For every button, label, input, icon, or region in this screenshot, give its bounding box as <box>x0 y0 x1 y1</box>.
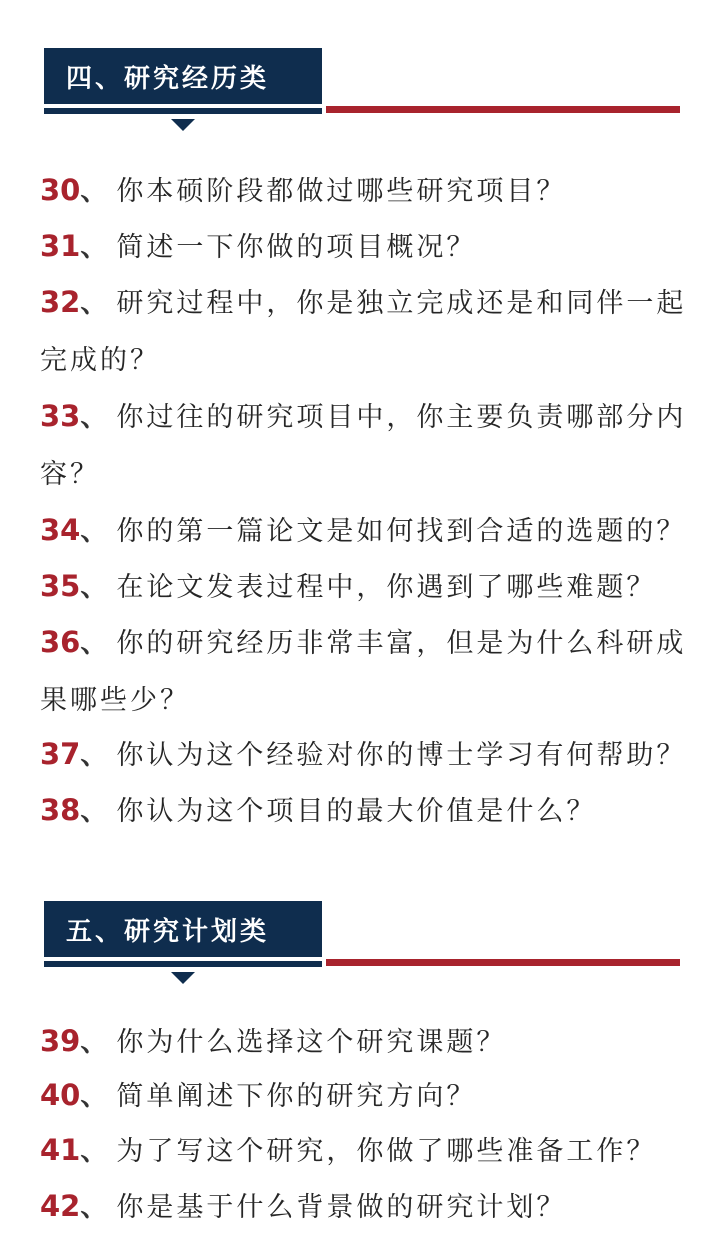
question-item <box>40 218 688 276</box>
question-number: 34 <box>40 513 81 547</box>
question-number: 36 <box>40 625 81 659</box>
question-number: 38 <box>40 793 81 827</box>
question-text: 简述一下你做的项目概况？ <box>116 232 477 263</box>
question-text: 你是基于什么背景做的研究计划？ <box>116 1192 567 1223</box>
question-item <box>40 1178 688 1234</box>
question-number: 40 <box>40 1078 81 1112</box>
red-divider-line <box>326 106 680 113</box>
question-item <box>40 274 688 389</box>
title-underline <box>44 108 322 114</box>
question-item <box>40 1013 688 1071</box>
question-item <box>40 388 688 503</box>
title-underline <box>44 961 322 967</box>
question-text: 你过往的研究项目中，你主要负责哪部分内容？ <box>40 402 687 490</box>
question-number: 35 <box>40 569 81 603</box>
question-number: 41 <box>40 1133 81 1167</box>
question-text: 你认为这个经验对你的博士学习有何帮助？ <box>116 740 687 771</box>
question-text: 你为什么选择这个研究课题？ <box>116 1027 507 1058</box>
question-separator: 、 <box>80 1027 111 1058</box>
question-item <box>40 1067 688 1125</box>
red-divider-line <box>326 959 680 966</box>
question-separator: 、 <box>80 176 111 207</box>
section-title: 四、研究经历类 <box>44 48 322 104</box>
question-separator: 、 <box>80 1192 111 1223</box>
question-text: 你的第一篇论文是如何找到合适的选题的？ <box>116 516 687 547</box>
question-number: 32 <box>40 285 81 319</box>
question-number: 31 <box>40 229 81 263</box>
question-text: 你认为这个项目的最大价值是什么？ <box>116 796 597 827</box>
question-text: 你本硕阶段都做过哪些研究项目？ <box>116 176 567 207</box>
question-text: 研究过程中，你是独立完成还是和同伴一起完成的？ <box>40 288 687 376</box>
question-item <box>40 726 688 784</box>
question-text: 在论文发表过程中，你遇到了哪些难题？ <box>116 572 657 603</box>
section-header <box>0 853 720 993</box>
question-separator: 、 <box>80 516 111 547</box>
question-separator: 、 <box>80 572 111 603</box>
question-item <box>40 162 688 220</box>
question-text: 简单阐述下你的研究方向？ <box>116 1081 477 1112</box>
question-separator: 、 <box>80 796 111 827</box>
question-separator: 、 <box>80 288 111 319</box>
question-text: 你的研究经历非常丰富，但是为什么科研成果哪些少？ <box>40 628 687 716</box>
question-number: 39 <box>40 1024 81 1058</box>
triangle-pointer-icon <box>171 972 195 984</box>
question-number: 37 <box>40 737 81 771</box>
question-separator: 、 <box>80 402 111 433</box>
question-item <box>40 502 688 560</box>
question-separator: 、 <box>80 1136 111 1167</box>
section-header <box>0 0 720 140</box>
question-item <box>40 782 688 840</box>
question-separator: 、 <box>80 740 111 771</box>
question-text: 为了写这个研究，你做了哪些准备工作？ <box>116 1136 657 1167</box>
question-item <box>40 1122 688 1180</box>
question-number: 33 <box>40 399 81 433</box>
question-item <box>40 614 688 729</box>
triangle-pointer-icon <box>171 119 195 131</box>
question-item <box>40 558 688 616</box>
question-separator: 、 <box>80 1081 111 1112</box>
section-title: 五、研究计划类 <box>44 901 322 957</box>
question-separator: 、 <box>80 628 111 659</box>
question-number: 42 <box>40 1189 81 1223</box>
question-separator: 、 <box>80 232 111 263</box>
question-number: 30 <box>40 173 81 207</box>
